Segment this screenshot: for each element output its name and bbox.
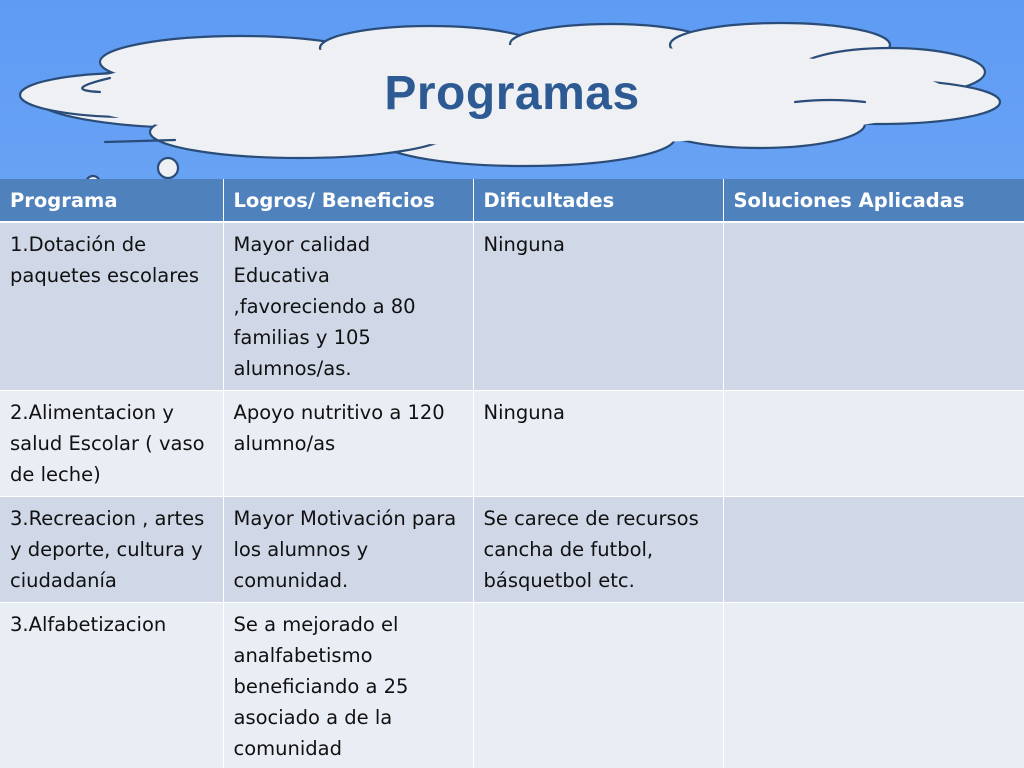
table-row xyxy=(0,497,1024,603)
header-logros-beneficios: Logros/ Beneficios xyxy=(223,179,473,222)
cell-dificultades: Se carece de recursos cancha de futbol, básquetbol etc. xyxy=(473,497,723,603)
cell-logros: Apoyo nutritivo a 120 alumno/as xyxy=(223,391,473,497)
cell-soluciones xyxy=(723,603,1024,768)
cell-logros: Mayor calidad Educativa ,favoreciendo a 80 familias y 105 alumnos/as. xyxy=(223,222,473,391)
header-soluciones-aplicadas: Soluciones Aplicadas xyxy=(723,179,1024,222)
cell-dificultades: Ninguna xyxy=(473,391,723,497)
cell-programa: 3.Alfabetizacion xyxy=(0,603,223,768)
cell-logros: Mayor Motivación para los alumnos y comunidad. xyxy=(223,497,473,603)
table-row xyxy=(0,222,1024,391)
header-programa: Programa xyxy=(0,179,223,222)
cell-programa: 1.Dotación de paquetes escolares xyxy=(0,222,223,391)
cell-soluciones xyxy=(723,391,1024,497)
cell-dificultades: Ninguna xyxy=(473,222,723,391)
programs-table xyxy=(0,179,1024,768)
slide-title: Programas xyxy=(384,67,640,120)
table-row xyxy=(0,391,1024,497)
cell-dificultades xyxy=(473,603,723,768)
table-header-row xyxy=(0,179,1024,222)
cell-programa: 3.Recreacion , artes y deporte, cultura y ciudadanía xyxy=(0,497,223,603)
cell-soluciones xyxy=(723,222,1024,391)
header-dificultades: Dificultades xyxy=(473,179,723,222)
cell-logros: Se a mejorado el analfabetismo beneficiando a 25 asociado a de la comunidad xyxy=(223,603,473,768)
cell-programa: 2.Alimentacion y salud Escolar ( vaso de leche) xyxy=(0,391,223,497)
programs-table-container xyxy=(0,179,1024,768)
cell-soluciones xyxy=(723,497,1024,603)
table-row xyxy=(0,603,1024,768)
